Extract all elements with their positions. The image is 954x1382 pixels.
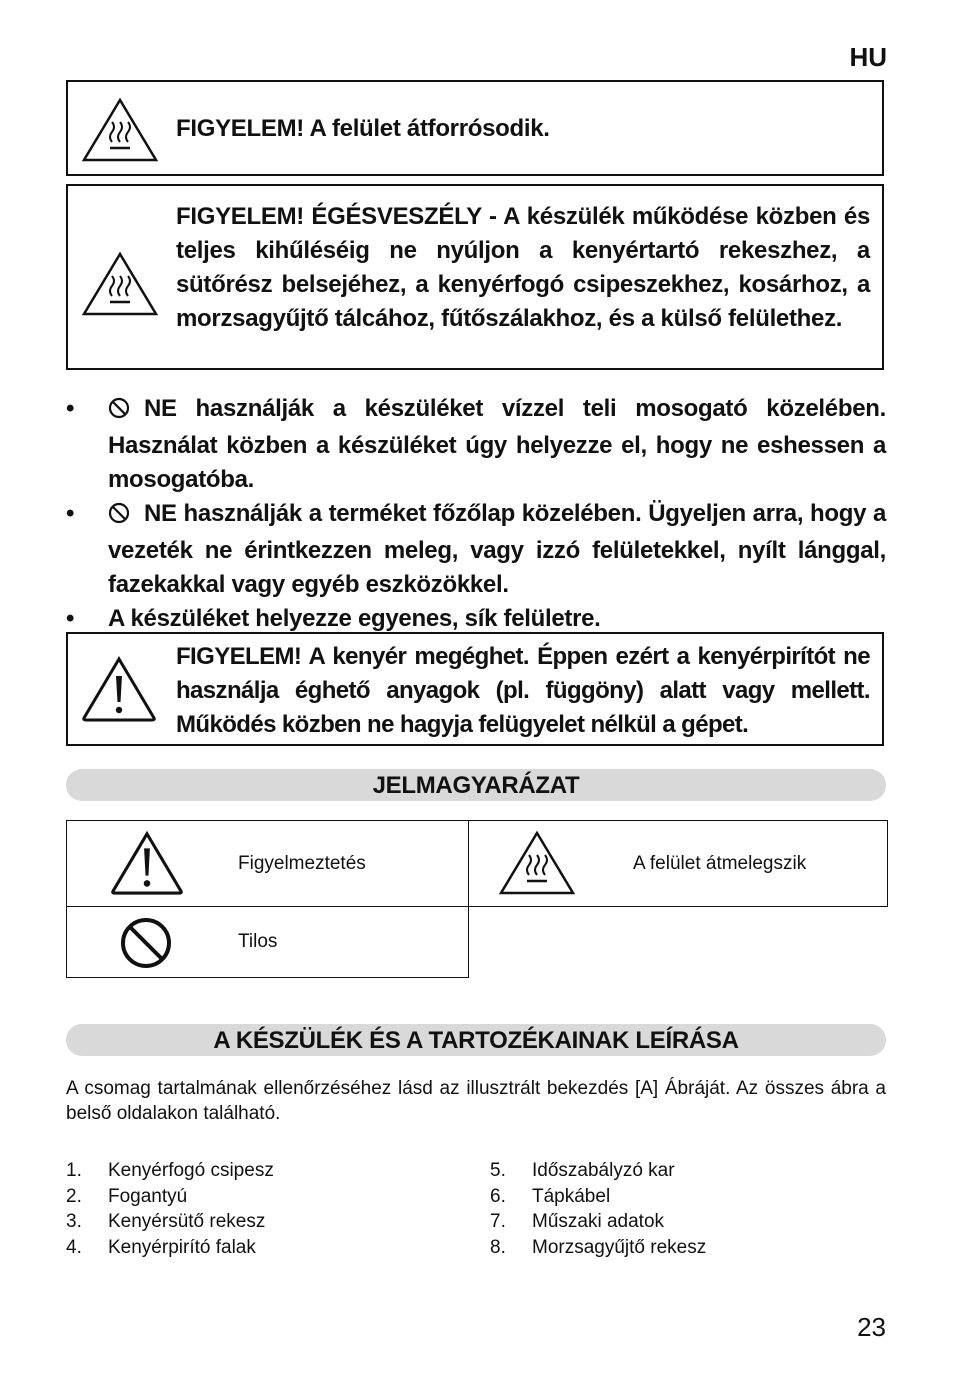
language-code: HU: [849, 42, 887, 72]
item-name: Időszabályzó kar: [532, 1160, 675, 1181]
legend-heading: JELMAGYARÁZAT: [66, 769, 886, 801]
warning-icon: [109, 829, 185, 903]
item-number: 5.: [490, 1160, 506, 1181]
bullet-item: [66, 392, 886, 497]
list-item: [490, 1158, 706, 1184]
item-number: 8.: [490, 1236, 506, 1258]
item-name: Tápkábel: [532, 1185, 611, 1207]
warning-text: FIGYELEM! ÉGÉSVESZÉLY - A készülék működése közben és teljes kihűléséig ne nyúljon a kenyértartó rekeszhez, a sütőrész belsejéhez, a kenyérfogó csipeszekhez, kosárhoz, a morzsagyűjtő tálcához, fűtőszálakhoz, és a külső felülethez.: [176, 203, 870, 332]
description-heading: A KÉSZÜLÉK ÉS A TARTOZÉKAINAK LEÍRÁSA: [66, 1024, 886, 1056]
legend-label: Figyelmeztetés: [238, 853, 366, 874]
list-item: [66, 1158, 274, 1184]
legend-label: A felület átmelegszik: [633, 853, 807, 874]
item-name: Morzsagyűjtő rekesz: [532, 1236, 707, 1258]
prohibited-icon: [108, 395, 130, 429]
warning-icon: [80, 654, 158, 729]
item-number: 4.: [66, 1236, 82, 1258]
bullet-text: A készüléket helyezze egyenes, sík felületre.: [108, 605, 601, 632]
bullet-item: [66, 602, 886, 636]
item-name: Kenyérsütő rekesz: [108, 1211, 266, 1232]
item-number: 7.: [490, 1211, 506, 1232]
parts-list-left: [66, 1158, 274, 1260]
prohibited-icon: [119, 916, 173, 976]
bullet-text: NE használják a terméket főzőlap közelében. Ügyeljen arra, hogy a vezeték ne érintkezzen meleg, vagy izzó felületekkel, nyílt lánggal, fazekakkal vagy egyéb eszközökkel.: [108, 500, 886, 598]
warning-text: FIGYELEM! A felület átforrósodik.: [176, 115, 550, 142]
legend-cell-warning: [66, 820, 469, 907]
item-name: Kenyérfogó csipesz: [108, 1160, 274, 1181]
list-item: [490, 1235, 706, 1261]
item-name: Kenyérpirító falak: [108, 1236, 256, 1258]
bullet-text: NE használják a készüléket vízzel teli mosogató közelében. Használat közben a készüléket úgy helyezze el, hogy ne eshessen a mosogatóba.: [108, 395, 886, 493]
list-item: [66, 1209, 274, 1235]
list-item: [490, 1209, 706, 1235]
item-number: 3.: [66, 1211, 82, 1232]
hot-surface-icon: [497, 829, 577, 903]
bullet-marker: •: [66, 395, 75, 422]
item-number: 1.: [66, 1160, 82, 1181]
bullet-marker: •: [66, 500, 75, 527]
burn-hazard-warning-box: [66, 184, 884, 370]
item-number: 2.: [66, 1185, 82, 1207]
warning-text: FIGYELEM! A kenyér megéghet. Éppen ezért a kenyérpirítót ne használja éghető anyagok (pl. függöny) alatt vagy mellett. Működés közben ne hagyja felügyelet nélkül a gépet.: [176, 643, 870, 738]
item-name: Műszaki adatok: [532, 1211, 665, 1232]
hot-surface-warning-box: [66, 80, 884, 176]
bullet-marker: •: [66, 605, 75, 632]
list-item: [66, 1235, 274, 1261]
legend-label: Tilos: [238, 931, 278, 952]
prohibited-icon: [108, 500, 130, 534]
safety-bullets: [66, 392, 886, 636]
list-item: [490, 1184, 706, 1210]
parts-list-right: [490, 1158, 706, 1260]
legend-cell-hot-surface: [468, 820, 888, 907]
list-item: [66, 1184, 274, 1210]
hot-surface-icon: [80, 250, 160, 323]
page-number: 23: [857, 1312, 886, 1342]
description-intro: A csomag tartalmának ellenőrzéséhez lásd az illusztrált bekezdés [A] Ábráját. Az összes ábra a belső oldalakon található.: [66, 1078, 886, 1124]
bullet-item: [66, 497, 886, 602]
fire-warning-box: [66, 632, 884, 746]
item-name: Fogantyú: [108, 1185, 188, 1207]
hot-surface-icon: [80, 96, 160, 169]
item-number: 6.: [490, 1185, 506, 1207]
legend-cell-prohibited: [66, 906, 469, 978]
